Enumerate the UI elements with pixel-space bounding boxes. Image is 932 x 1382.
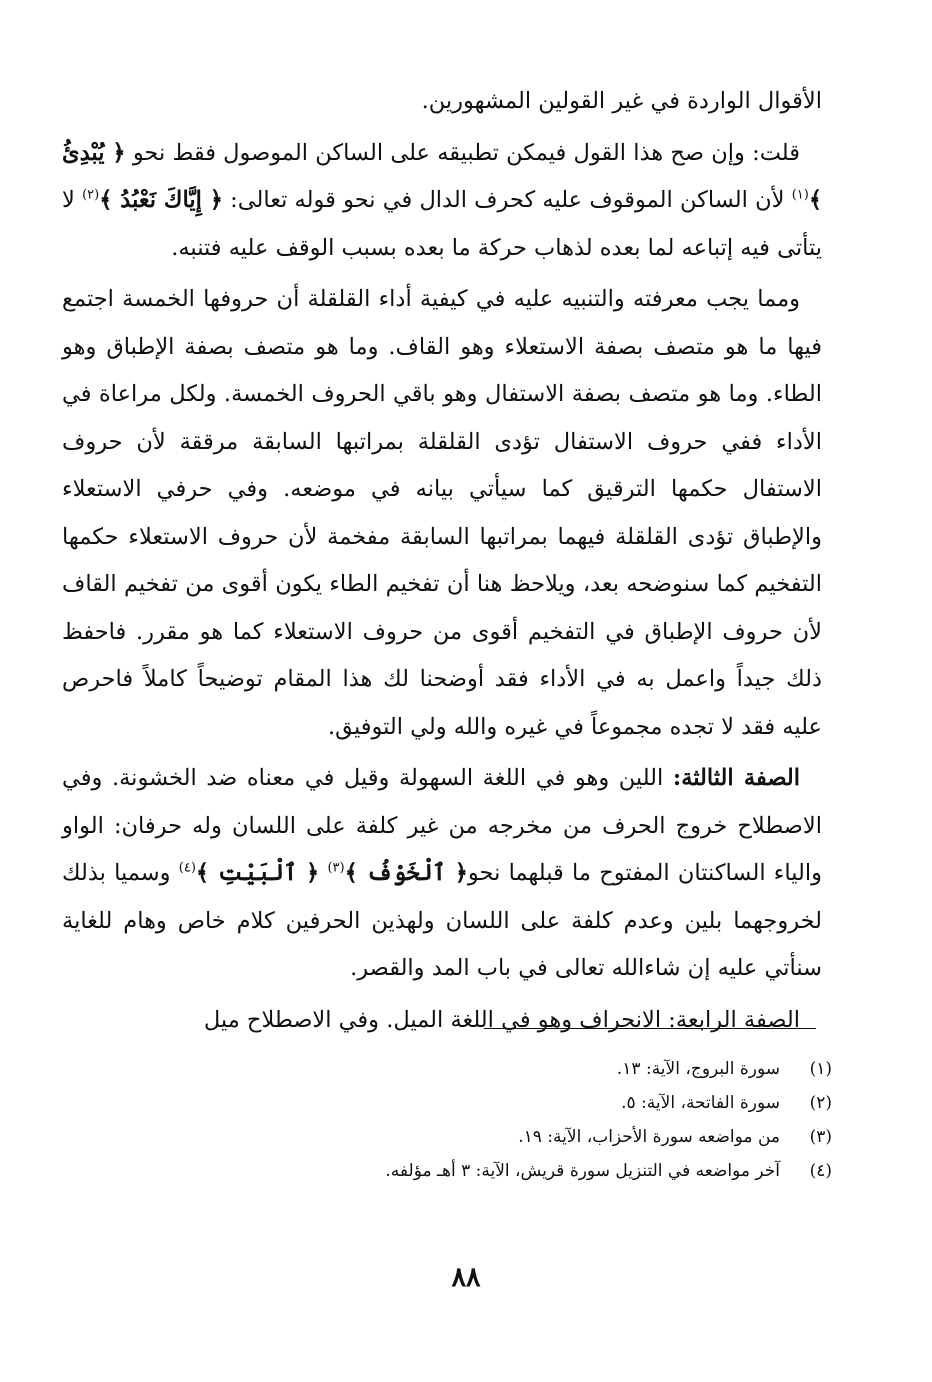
quran-verse-4: ﴿ ٱلْبَيْتِ ﴾ bbox=[195, 860, 320, 886]
footnote-ref-4: (٤) bbox=[178, 860, 196, 876]
footnote-ref-1: (١) bbox=[791, 187, 809, 203]
footnote-text: من مواضعه سورة الأحزاب، الآية: ١٩. bbox=[518, 1127, 780, 1147]
footnotes bbox=[272, 1052, 832, 1188]
paragraph-2 bbox=[62, 130, 822, 273]
footnote-item bbox=[272, 1154, 832, 1188]
footnote-number: (٢) bbox=[809, 1093, 832, 1113]
footnote-text: سورة البروج، الآية: ١٣. bbox=[616, 1059, 780, 1079]
quran-verse-2: ﴿ إِيَّاكَ نَعْبُدُ ﴾ bbox=[99, 187, 223, 213]
paragraph-2-text-c: لا يتأتى فيه إتباعه لما بعده لذهاب حركة ما بعده بسبب الوقف عليه فتنبه. bbox=[62, 187, 822, 261]
footnote-item bbox=[272, 1086, 832, 1120]
section-heading-third-attribute: الصفة الثالثة: bbox=[672, 765, 800, 791]
footnote-text: سورة الفاتحة، الآية: ٥. bbox=[621, 1093, 780, 1113]
footnote-number: (٣) bbox=[809, 1127, 832, 1147]
paragraph-4-text-a: اللين وهو في اللغة السهولة وقيل في معناه ضد الخشونة. وفي الاصطلاح خروج الحرف من مخرجه من غير كلفة على اللسان وله حرفان: الواو والياء الساكنتان المفتوح ما قبلهما نحو bbox=[62, 765, 823, 886]
footnote-item bbox=[272, 1120, 832, 1154]
quran-verse-1: ﴿ يُبْدِئُ ﴾ bbox=[62, 139, 823, 213]
footnote-ref-2: (٢) bbox=[82, 187, 100, 203]
paragraph-4 bbox=[62, 755, 822, 993]
paragraph-5-text: الصفة الرابعة: الانحراف وهو في اللغة الميل. وفي الاصطلاح ميل bbox=[203, 1006, 800, 1033]
page-number: ٨٨ bbox=[451, 1262, 481, 1293]
paragraph-1 bbox=[62, 78, 822, 126]
footnote-divider bbox=[484, 1028, 816, 1029]
paragraph-1-text: الأقوال الواردة في غير القولين المشهورين. bbox=[421, 88, 822, 114]
paragraph-3 bbox=[62, 276, 822, 751]
paragraph-4-text-b: وسميا بذلك لخروجهما بلين وعدم كلفة على اللسان ولهذين الحرفين كلام خاص وهام للغاية سنأتي عليه إن شاءالله تعالى في باب المد والقصر. bbox=[62, 860, 822, 981]
footnote-ref-3: (٣) bbox=[327, 860, 345, 876]
footnote-number: (٤) bbox=[809, 1161, 832, 1181]
paragraph-3-text: ومما يجب معرفته والتنبيه عليه في كيفية أداء القلقلة أن حروفها الخمسة اجتمع فيها ما هو متصف بصفة الاستعلاء وهو القاف. وما هو متصف بصفة الإطباق وهو الطاء. وما هو متصف بصفة الاستفال وهو باقي الحروف الخمسة. ولكل مراعاة في الأداء ففي حروف الاستفال تؤدى القلقلة بمراتبها السابقة مرققة لأن حروف الاستفال حكمها الترقيق كما سيأتي بيانه في موضعه. وفي حرفي الاستعلاء والإطباق تؤدى القلقلة فيهما بمراتبها السابقة مفخمة لأن حروف الاستعلاء حكمها التفخيم كما سنوضحه بعد، ويلاحظ هنا أن تفخيم الطاء يكون أقوى من تفخيم القاف لأن حروف الإطباق في التفخيم أقوى من حروف الاستعلاء كما هو مقرر. فاحفظ ذلك جيداً واعمل به في الأداء فقد أوضحنا لك هذا المقام توضيحاً كاملاً فاحرص عليه فقد لا تجده مجموعاً في غيره والله ولي التوفيق. bbox=[62, 286, 822, 740]
footnote-text: آخر مواضعه في التنزيل سورة قريش، الآية: ٣ أهـ مؤلفه. bbox=[385, 1161, 780, 1181]
page-body bbox=[62, 78, 822, 1044]
footnote-number: (١) bbox=[809, 1059, 832, 1079]
quran-verse-3: ﴿ ٱلْخَوْفُ ﴾ bbox=[344, 860, 468, 886]
paragraph-2-text-a: قلت: وإن صح هذا القول فيمكن تطبيقه على الساكن الموصول فقط نحو bbox=[132, 139, 800, 166]
paragraph-2-text-b: لأن الساكن الموقوف عليه كحرف الدال في نحو قوله تعالى: bbox=[230, 187, 785, 213]
footnote-item bbox=[272, 1052, 832, 1086]
paragraph-5 bbox=[62, 997, 822, 1045]
